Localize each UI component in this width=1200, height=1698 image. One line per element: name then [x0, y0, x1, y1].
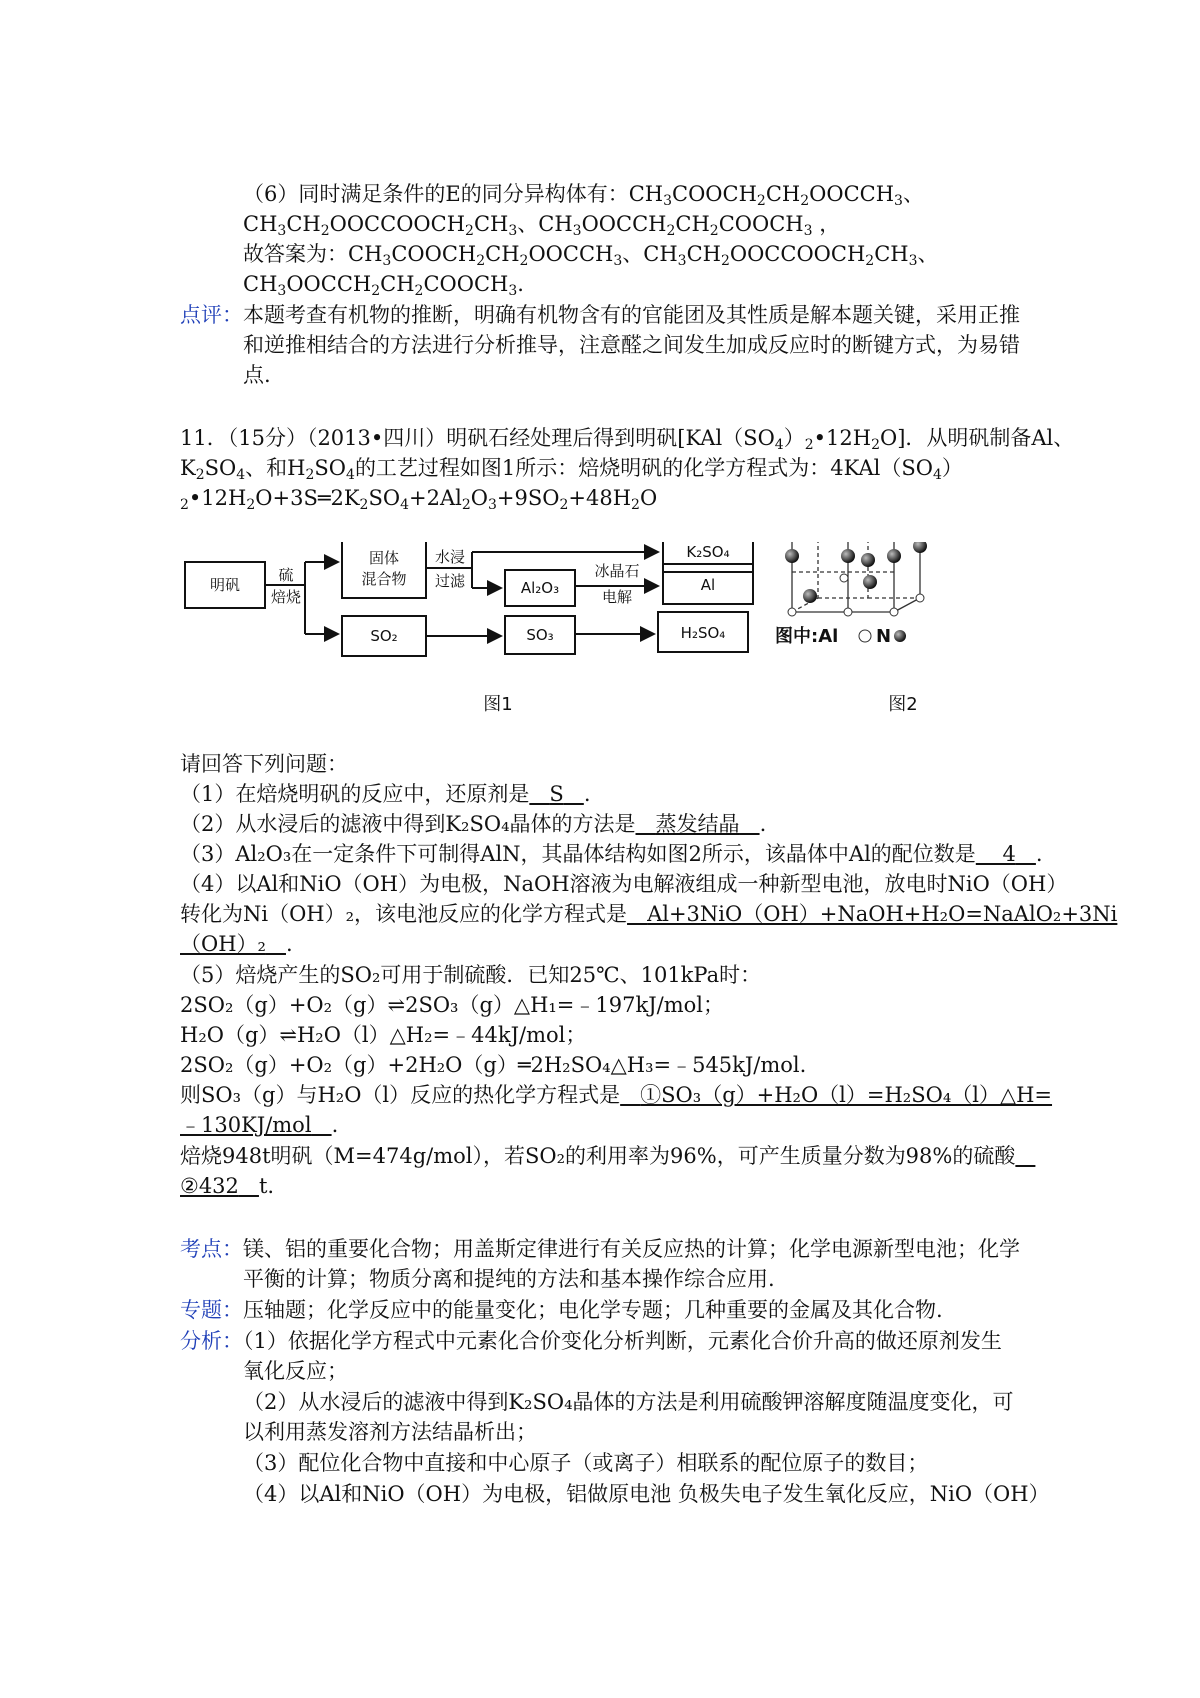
q4-line1: （4）以Al和NiO（OH）为电极，NaOH溶液为电解液组成一种新型电池，放电时NiO（OH） — [180, 872, 1068, 896]
label-fig2: 图2 — [888, 694, 918, 715]
legend-n-text: N — [876, 626, 892, 647]
q11-line2: $K_2SO_4$、和$H_2SO_4$的工艺过程如图1所示：焙烧明矾的化学方程式为：$4KAl(SO_4)$ — [180, 456, 963, 483]
label-al: Al — [700, 576, 716, 594]
label-sulfur: 硫 — [278, 566, 294, 584]
formula-e3: $CH_3OOCCH_2CH_2COOCH_3$ — [538, 212, 813, 239]
dianping-line2: 和逆推相结合的方法进行分析推导，注意醛之间发生加成反应时的断键方式，为易错 — [243, 333, 1020, 357]
fenxi-line2b: 以利用蒸发溶剂方法结晶析出； — [243, 1420, 537, 1444]
formula-e2: $CH_3CH_2OOCCOOCH_2CH_3$ — [243, 212, 518, 239]
q1-answer: S — [549, 782, 564, 806]
q3-answer: 4 — [1002, 842, 1016, 866]
sec6-line1: （6）同时满足条件的E的同分异构体有：$CH_3COOCH_2CH_2OOCCH_3$、 — [243, 182, 924, 209]
label-al2o3: Al₂O₃ — [520, 579, 560, 597]
kaodian-line2: 平衡的计算；物质分离和提纯的方法和基本操作综合应用. — [243, 1267, 775, 1291]
label-so2: SO₂ — [370, 627, 398, 645]
q2-answer: 蒸发结晶 — [655, 812, 740, 836]
q2: （2）从水浸后的滤液中得到K₂SO₄晶体的方法是 蒸发结晶 . — [180, 812, 767, 836]
q5-eq3: 2SO₂（g）+O₂（g）+2H₂O（g）═2H₂SO₄△H₃=﹣545kJ/mol. — [180, 1053, 807, 1077]
q4-line3: （OH）₂ . — [180, 932, 293, 956]
fenxi-line1b: 氧化反应； — [243, 1359, 348, 1383]
dianping-label: 点评： — [180, 303, 243, 327]
q5-c-line2: ②432 t. — [180, 1174, 275, 1198]
label-h2so4: H₂SO₄ — [680, 624, 726, 642]
label-electrolysis: 电解 — [601, 588, 633, 606]
process-figure-svg — [180, 542, 1040, 742]
q4-answer-part2: （OH）₂ — [180, 932, 266, 956]
label-cryolite: 冰晶石 — [594, 562, 640, 580]
label-fig1: 图1 — [483, 694, 513, 715]
legend-n-circle — [894, 630, 906, 642]
q5-eq1: 2SO₂（g）+O₂（g）⇌2SO₃（g）△H₁=﹣197kJ/mol； — [180, 993, 724, 1017]
q5-c-line1: 焙烧948t明矾（M=474g/mol），若SO₂的利用率为96%，可产生质量分数为98%的硫酸 — [180, 1144, 1016, 1168]
legend-text: 图中:Al — [775, 626, 839, 647]
sec6-line3: 故答案为：$CH_3COOCH_2CH_2OOCCH_3$、$CH_3CH_2OOCCOOCH_2CH_3$、 — [243, 242, 939, 269]
q-intro: 请回答下列问题： — [180, 752, 348, 776]
process-figure — [180, 542, 1040, 742]
q11-line1: 11．（15分）（2013•四川）明矾石经处理后得到明矾$[KAl(SO_4)_2•12H_2O]$．从明矾制备Al、 — [180, 426, 1075, 453]
formula-e1: $CH_3COOCH_2CH_2OOCCH_3$ — [628, 182, 903, 209]
q5-b-line2: ﹣130KJ/mol . — [180, 1113, 339, 1137]
zhuanti-label: 专题： — [180, 1298, 243, 1322]
q4-line2: 转化为Ni（OH）₂，该电池反应的化学方程式是 Al+3NiO（OH）+NaOH+H₂O=NaAlO₂+3Ni — [180, 902, 1118, 926]
q5-answer2: ②432 — [180, 1174, 239, 1198]
q5-eq2: H₂O（g）⇌H₂O（l）△H₂=﹣44kJ/mol； — [180, 1023, 587, 1047]
sec6-line2: $CH_3CH_2OOCCOOCH_2CH_3$、$CH_3OOCCH_2CH_2COOCH_3$ ， — [243, 212, 841, 239]
q11-line3: $_2•12H_2O+3S═2K_2SO_4+2Al_2O_3+9SO_2+48H_2O$ — [180, 486, 658, 513]
dianping-line1: 点评：本题考查有机物的推断，明确有机物含有的官能团及其性质是解本题关键，采用正推 — [180, 303, 1020, 327]
label-water1: 水浸 — [434, 548, 466, 566]
q4-answer-part1: Al+3NiO（OH）+NaOH+H₂O=NaAlO₂+3Ni — [647, 902, 1118, 926]
label-mingfan: 明矾 — [209, 576, 241, 594]
q5-b-line1: 则SO₃（g）与H₂O（l）反应的热化学方程式是 ①SO₃（g）+H₂O（l）=H₂SO₄（l）△H= — [180, 1083, 1053, 1107]
label-solid2: 混合物 — [361, 570, 407, 588]
q3: （3）Al₂O₃在一定条件下可制得AlN，其晶体结构如图2所示，该晶体中Al的配位数是 4 . — [180, 842, 1043, 866]
q5-intro: （5）焙烧产生的SO₂可用于制硫酸．已知25℃、101kPa时： — [180, 963, 762, 987]
label-k2so4: K₂SO₄ — [686, 543, 730, 561]
kaodian-label: 考点： — [180, 1237, 243, 1261]
fenxi-line3: （3）配位化合物中直接和中心原子（或离子）相联系的配位原子的数目； — [243, 1451, 929, 1475]
label-water2: 过滤 — [434, 572, 466, 590]
zhuanti-line: 专题：压轴题；化学反应中的能量变化；电化学专题；几种重要的金属及其化合物. — [180, 1298, 943, 1322]
sec6-line4: $CH_3OOCCH_2CH_2COOCH_3$. — [243, 272, 524, 299]
label-solid1: 固体 — [368, 549, 400, 567]
q5-answer1-part2: ﹣130KJ/mol — [180, 1113, 312, 1137]
kaodian-line1: 考点：镁、铝的重要化合物；用盖斯定律进行有关反应热的计算；化学电源新型电池；化学 — [180, 1237, 1020, 1261]
fenxi-label: 分析： — [180, 1329, 243, 1353]
fenxi-line4: （4）以Al和NiO（OH）为电极，铝做原电池 负极失电子发生氧化反应，NiO（OH） — [243, 1482, 1050, 1506]
q5-answer1-part1: ①SO₃（g）+H₂O（l）=H₂SO₄（l）△H= — [640, 1083, 1053, 1107]
dianping-line3: 点. — [243, 363, 271, 387]
fenxi-line1: 分析：（1）依据化学方程式中元素化合价变化分析判断，元素化合价升高的做还原剂发生 — [180, 1329, 1002, 1353]
q1: （1）在焙烧明矾的反应中，还原剂是 S . — [180, 782, 591, 806]
label-roast: 焙烧 — [270, 588, 302, 606]
legend-al-circle — [859, 630, 871, 642]
label-so3: SO₃ — [526, 626, 554, 644]
fenxi-line2: （2）从水浸后的滤液中得到K₂SO₄晶体的方法是利用硫酸钾溶解度随温度变化，可 — [243, 1390, 1014, 1414]
